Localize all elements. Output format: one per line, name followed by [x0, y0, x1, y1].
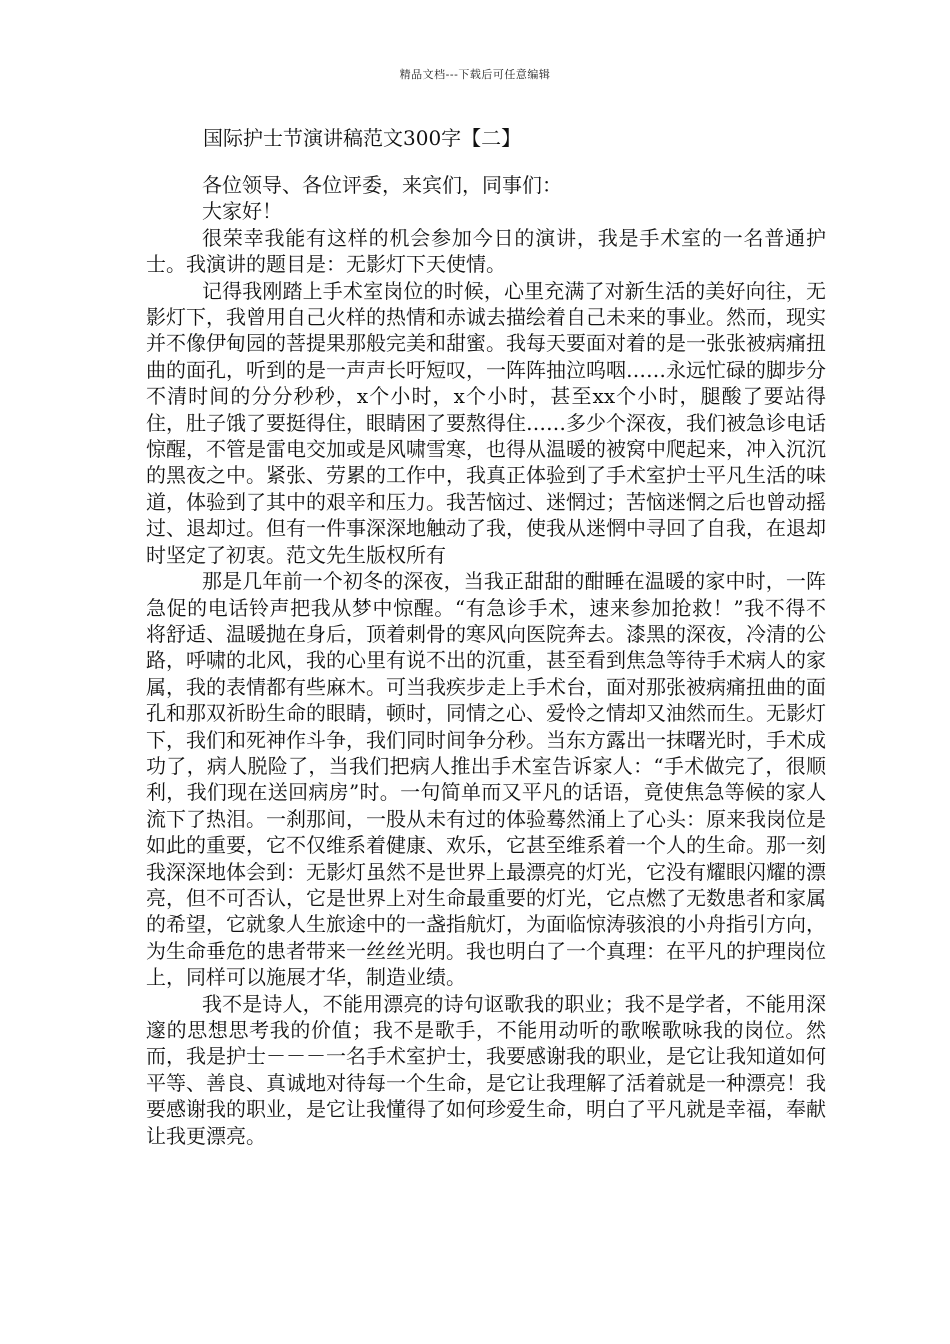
salutation: 各位领导、各位评委，来宾们，同事们：: [202, 173, 562, 197]
paragraph-4: 我不是诗人，不能用漂亮的诗句讴歌我的职业；我不是学者，不能用深邃的思想思考我的价值；我不是歌手，不能用动听的歌喉歌咏我的岗位。然而，我是护士－－－一名手术室护士，我要感谢我的职业，是它让我知道如何平等、善良、真诚地对待每一个生命，是它让我理解了活着就是一种漂亮！我要感谢我的职业，是它让我懂得了如何珍爱生命，明白了平凡就是幸福，奉献让我更漂亮。: [146, 991, 826, 1148]
paragraph-1: 很荣幸我能有这样的机会参加今日的演讲，我是手术室的一名普通护士。我演讲的题目是：无影灯下天使情。: [146, 225, 826, 277]
page-header: 精品文档---下载后可任意编辑: [399, 68, 551, 81]
greeting: 大家好！: [202, 199, 282, 224]
paragraph-3: 那是几年前一个初冬的深夜，当我正甜甜的酣睡在温暖的家中时，一阵急促的电话铃声把我从梦中惊醒。“有急诊手术，速来参加抢救！”我不得不将舒适、温暖抛在身后，顶着刺骨的寒风向医院奔去。漆黑的深夜，冷清的公路，呼啸的北风，我的心里有说不出的沉重，甚至看到焦急等待手术病人的家属，我的表情都有些麻木。可当我疾步走上手术台，面对那张被病痛扭曲的面孔和那双祈盼生命的眼睛，顿时，同情之心、爱怜之情却又油然而生。无影灯下，我们和死神作斗争，我们同时间争分秒。当东方露出一抹曙光时，手术成功了，病人脱险了，当我们把病人推出手术室告诉家人：“手术做完了，很顺利，我们现在送回病房”时。一句简单而又平凡的话语，竟使焦急等候的家人流下了热泪。一刹那间，一股从未有过的体验蓦然涌上了心头：原来我岗位是如此的重要，它不仅维系着健康、欢乐，它甚至维系着一个人的生命。那一刻我深深地体会到：无影灯虽然不是世界上最漂亮的灯光，它没有耀眼闪耀的漂亮，但不可否认，它是世界上对生命最重要的灯光，它点燃了无数患者和家属的希望，它就象人生旅途中的一盏指航灯，为面临惊涛骇浪的小舟指引方向，为生命垂危的患者带来一丝丝光明。我也明白了一个真理：在平凡的护理岗位上，同样可以施展才华，制造业绩。: [146, 569, 826, 990]
paragraph-2: 记得我刚踏上手术室岗位的时候，心里充满了对新生活的美好向往，无影灯下，我曾用自己火样的热情和赤诚去描绘着自己未来的事业。然而，现实并不像伊甸园的菩提果那般完美和甜蜜。我每天要面对着的是一张张被病痛扭曲的面孔，听到的是一声声长吁短叹，一阵阵抽泣呜咽……永远忙碌的脚步分不清时间的分分秒秒，x个小时，x个小时，甚至xx个小时，腿酸了要站得住，肚子饿了要挺得住，眼睛困了要熬得住……多少个深夜，我们被急诊电话惊醒，不管是雷电交加或是风啸雪寒，也得从温暖的被窝中爬起来，冲入沉沉的黑夜之中。紧张、劳累的工作中，我真正体验到了手术室护士平凡生活的味道，体验到了其中的艰辛和压力。我苦恼过、迷惘过；苦恼迷惘之后也曾动摇过、退却过。但有一件事深深地触动了我，使我从迷惘中寻回了自我，在退却时坚定了初衷。范文先生版权所有: [146, 278, 826, 567]
document-body: [146, 172, 826, 1149]
document-title: 国际护士节演讲稿范文300字【二】: [203, 126, 522, 150]
